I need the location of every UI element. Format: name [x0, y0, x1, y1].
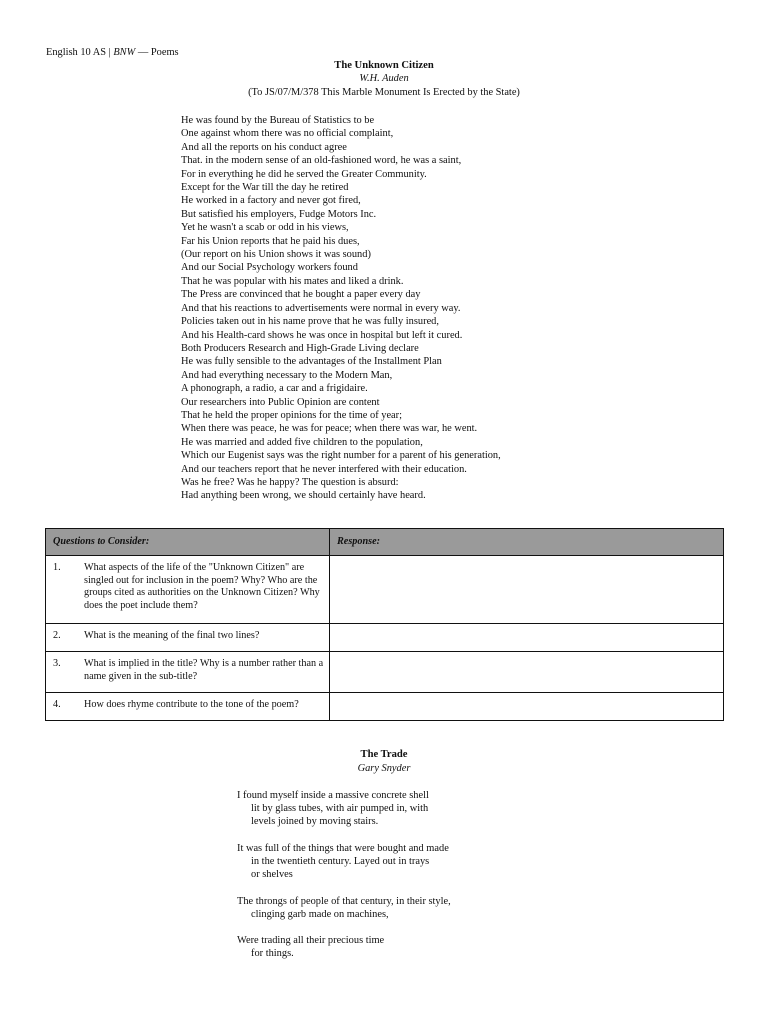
poem-line: for things.: [251, 948, 294, 960]
poem-line: Yet he wasn't a scab or odd in his views,: [181, 222, 349, 234]
question-number: 3.: [53, 658, 61, 669]
question-text: What is implied in the title? Why is a number rather than a name given in the sub-title?: [84, 658, 324, 682]
questions-table: [45, 528, 724, 721]
question-text: How does rhyme contribute to the tone of the poem?: [84, 699, 299, 710]
poem-line: Far his Union reports that he paid his dues,: [181, 235, 360, 247]
poem-line: levels joined by moving stairs.: [251, 816, 379, 828]
question-cell: [46, 624, 330, 652]
table-row: [46, 624, 724, 652]
poem-line: Which our Eugenist says was the right number for a parent of his generation,: [181, 450, 501, 462]
stanza: [237, 789, 451, 829]
poem-line: But satisfied his employers, Fudge Motors Inc.: [181, 208, 377, 220]
poem-line: He was fully sensible to the advantages of the Installment Plan: [181, 356, 442, 368]
poem-line: lit by glass tubes, with air pumped in, with: [251, 803, 429, 815]
poem-line: For in everything he did he served the Greater Community.: [181, 168, 427, 180]
poem-line: clinging garb made on machines,: [251, 908, 389, 920]
poem-line: A phonograph, a radio, a car and a frigidaire.: [181, 383, 368, 395]
poem-line: Was he free? Was he happy? The question is absurd:: [181, 476, 399, 488]
question-cell: [46, 652, 330, 693]
poem-line: He was found by the Bureau of Statistics to be: [181, 115, 375, 126]
response-cell[interactable]: [330, 624, 724, 652]
poem-line: Both Producers Research and High-Grade Living declare: [181, 342, 419, 354]
question-text: What is the meaning of the final two lines?: [84, 630, 260, 641]
response-cell[interactable]: [330, 556, 724, 624]
poem1-title: The Unknown Citizen: [334, 60, 434, 71]
question-cell: [46, 556, 330, 624]
stanza: [237, 934, 451, 960]
poem-line: He worked in a factory and never got fired,: [181, 195, 361, 207]
poem-line: That he was popular with his mates and liked a drink.: [181, 275, 404, 287]
poem1-subtitle: (To JS/07/M/378 This Marble Monument Is Erected by the State): [248, 87, 520, 98]
poem-line: The Press are convinced that he bought a paper every day: [181, 289, 421, 301]
question-number: 2.: [53, 630, 61, 641]
poem-line: Were trading all their precious time: [237, 935, 385, 947]
poem-line: That he held the proper opinions for the time of year;: [181, 409, 403, 421]
page-header: [46, 47, 179, 58]
poem-line: And his Health-card shows he was once in hospital but left it cured.: [181, 329, 463, 341]
poem-line: I found myself inside a massive concrete shell: [237, 790, 429, 801]
question-cell: [46, 693, 330, 721]
table-row: [46, 652, 724, 693]
poem-line: When there was peace, he was for peace; when there was war, he went.: [181, 423, 478, 435]
poem-line: That. in the modern sense of an old-fashioned word, he was a saint,: [181, 155, 462, 167]
poem-line: He was married and added five children to the population,: [181, 436, 423, 448]
question-text: What aspects of the life of the "Unknown Citizen" are singled out for inclusion in the poem? Why? Who are the groups cited as authorities on the Unknown Citizen? Why does the poet include them?: [84, 562, 320, 611]
question-number: 1.: [53, 562, 61, 573]
header-prefix: English 10 AS |: [46, 47, 114, 58]
poem-line: And had everything necessary to the Modern Man,: [181, 369, 393, 381]
poem-line: in the twentieth century. Layed out in trays: [251, 856, 430, 867]
poem2-author: Gary Snyder: [357, 763, 411, 774]
header-italic: BNW: [113, 47, 136, 58]
poem-line: And our teachers report that he never interfered with their education.: [181, 463, 467, 475]
poem-line: Policies taken out in his name prove that he was fully insured,: [181, 316, 439, 328]
poem-line: or shelves: [251, 869, 293, 881]
poem1-author: W.H. Auden: [359, 73, 409, 84]
poem-line: Except for the War till the day he retired: [181, 182, 349, 194]
poem-line: And our Social Psychology workers found: [181, 262, 358, 274]
response-cell[interactable]: [330, 652, 724, 693]
poem-line: It was full of the things that were bought and made: [237, 842, 449, 854]
table-row: [46, 556, 724, 624]
questions-header: Questions to Consider:: [46, 529, 330, 556]
response-header: Response:: [330, 529, 724, 556]
poem1-body: [181, 114, 501, 503]
poem-line: And that his reactions to advertisements were normal in every way.: [181, 302, 461, 314]
poem-line: Had anything been wrong, we should certainly have heard.: [181, 490, 426, 502]
stanza: [237, 895, 451, 921]
poem-line: One against whom there was no official complaint,: [181, 128, 394, 140]
poem2-body: [237, 789, 451, 974]
response-cell[interactable]: [330, 693, 724, 721]
poem-line: Our researchers into Public Opinion are content: [181, 396, 380, 408]
header-suffix: — Poems: [135, 47, 179, 58]
poem2-title: The Trade: [360, 749, 408, 760]
table-row: [46, 693, 724, 721]
poem-line: The throngs of people of that century, in their style,: [237, 895, 451, 907]
poem-line: And all the reports on his conduct agree: [181, 141, 347, 153]
table-header-row: [46, 529, 724, 556]
question-number: 4.: [53, 699, 61, 710]
stanza: [237, 842, 451, 882]
poem-line: (Our report on his Union shows it was sound): [181, 249, 371, 261]
